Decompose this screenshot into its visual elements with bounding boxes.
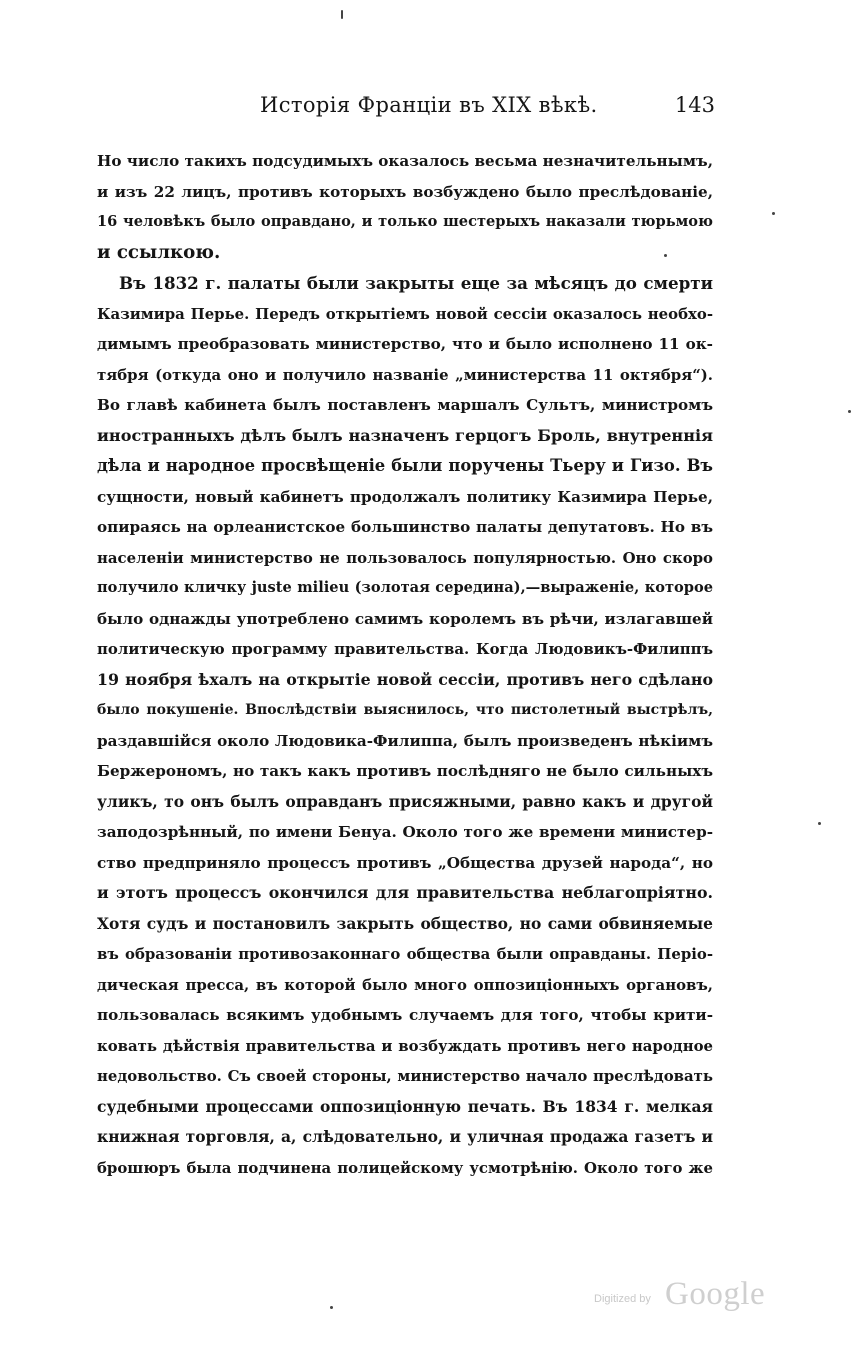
google-logo: Google [665,1276,766,1312]
page-number: 143 [674,93,715,117]
text-line: Хотя судъ и постановилъ закрыть общество, но сами обвиняемые [97,913,713,933]
text-line: Бержерономъ, но такъ какъ противъ послѣдняго не было сильныхъ [97,762,713,780]
text-line: дическая пресса, въ которой было много оппозиціонныхъ органовъ, [97,975,713,994]
body-text [97,146,713,1183]
page-header [97,93,715,125]
text-line: Казимира Перье. Передъ открытіемъ новой сессіи оказалось необхо- [97,304,713,323]
text-line: раздавшійся около Людовика-Филиппа, былъ произведенъ нѣкіимъ [97,731,713,750]
text-line: димымъ преобразовать министерство, что и было исполнено 11 ок- [97,335,713,353]
text-line: населеніи министерство не пользовалось популярностью. Оно скоро [97,548,713,567]
print-speck [772,212,775,215]
print-speck [341,10,343,19]
text-line: ковать дѣйствія правительства и возбуждать противъ него народное [97,1036,713,1055]
text-line: и этотъ процессъ окончился для правительства неблагопріятно. [97,883,713,902]
text-line: Но число такихъ подсудимыхъ оказалось весьма незначительнымъ, [97,152,713,170]
text-line: было покушеніе. Впослѣдствіи выяснилось, что пистолетный выстрѣлъ, [97,702,713,718]
text-line: уликъ, то онъ былъ оправданъ присяжными, равно какъ и другой [97,791,713,811]
text-line: въ образованіи противозаконнаго общества были оправданы. Періо- [97,945,713,963]
watermark-prefix: Digitized by [594,1293,651,1305]
text-line: пользовалась всякимъ удобнымъ случаемъ для того, чтобы крити- [97,1006,713,1024]
print-speck [848,410,851,413]
text-line: Въ 1832 г. палаты были закрыты еще за мѣсяцъ до смерти [119,273,713,293]
running-title: Исторія Франціи въ XIX вѣкѣ. [260,93,598,117]
text-line: брошюръ была подчинена полицейскому усмотрѣнію. Около того же [97,1158,713,1177]
text-line: ство предприняло процессъ противъ „Общества друзей народа“, но [97,853,713,872]
text-line: Во главѣ кабинета былъ поставленъ маршалъ Сультъ, министромъ [97,396,713,414]
text-line: книжная торговля, а, слѣдовательно, и уличная продажа газетъ и [97,1127,713,1146]
text-line: иностранныхъ дѣлъ былъ назначенъ герцогъ Броль, внутреннія [97,425,713,445]
text-line: дѣла и народное просвѣщеніе были поручены Тьеру и Гизо. Въ [97,456,713,475]
print-speck [330,1306,333,1309]
text-line: 16 человѣкъ было оправдано, и только шестерыхъ наказали тюрьмою [97,213,713,230]
digitized-watermark [594,1276,774,1316]
text-line: тября (откуда оно и получило названіе „министерства 11 октября“). [97,365,713,384]
text-line: сущности, новый кабинетъ продолжалъ политику Казимира Перье, [97,487,713,506]
text-line: опираясь на орлеанистское большинство палаты депутатовъ. Но въ [97,518,713,536]
text-line: и ссылкою. [97,241,221,263]
text-line: было однажды употреблено самимъ королемъ въ рѣчи, излагавшей [97,609,713,628]
text-line: 19 ноября ѣхалъ на открытіе новой сессіи, противъ него сдѣлано [97,669,713,689]
text-line: политическую программу правительства. Когда Людовикъ-Филиппъ [97,640,713,658]
print-speck [664,254,667,257]
text-line: судебными процессами оппозиціонную печать. Въ 1834 г. мелкая [97,1096,713,1116]
text-line: получило кличку juste milieu (золотая середина),—выраженіе, которое [97,579,713,596]
text-line: заподозрѣнный, по имени Бенуа. Около того же времени министер- [97,823,713,841]
text-line: и изъ 22 лицъ, противъ которыхъ возбуждено было преслѣдованіе, [97,182,713,201]
text-line: недовольство. Съ своей стороны, министерство начало преслѣдовать [97,1067,713,1085]
print-speck [818,822,821,825]
